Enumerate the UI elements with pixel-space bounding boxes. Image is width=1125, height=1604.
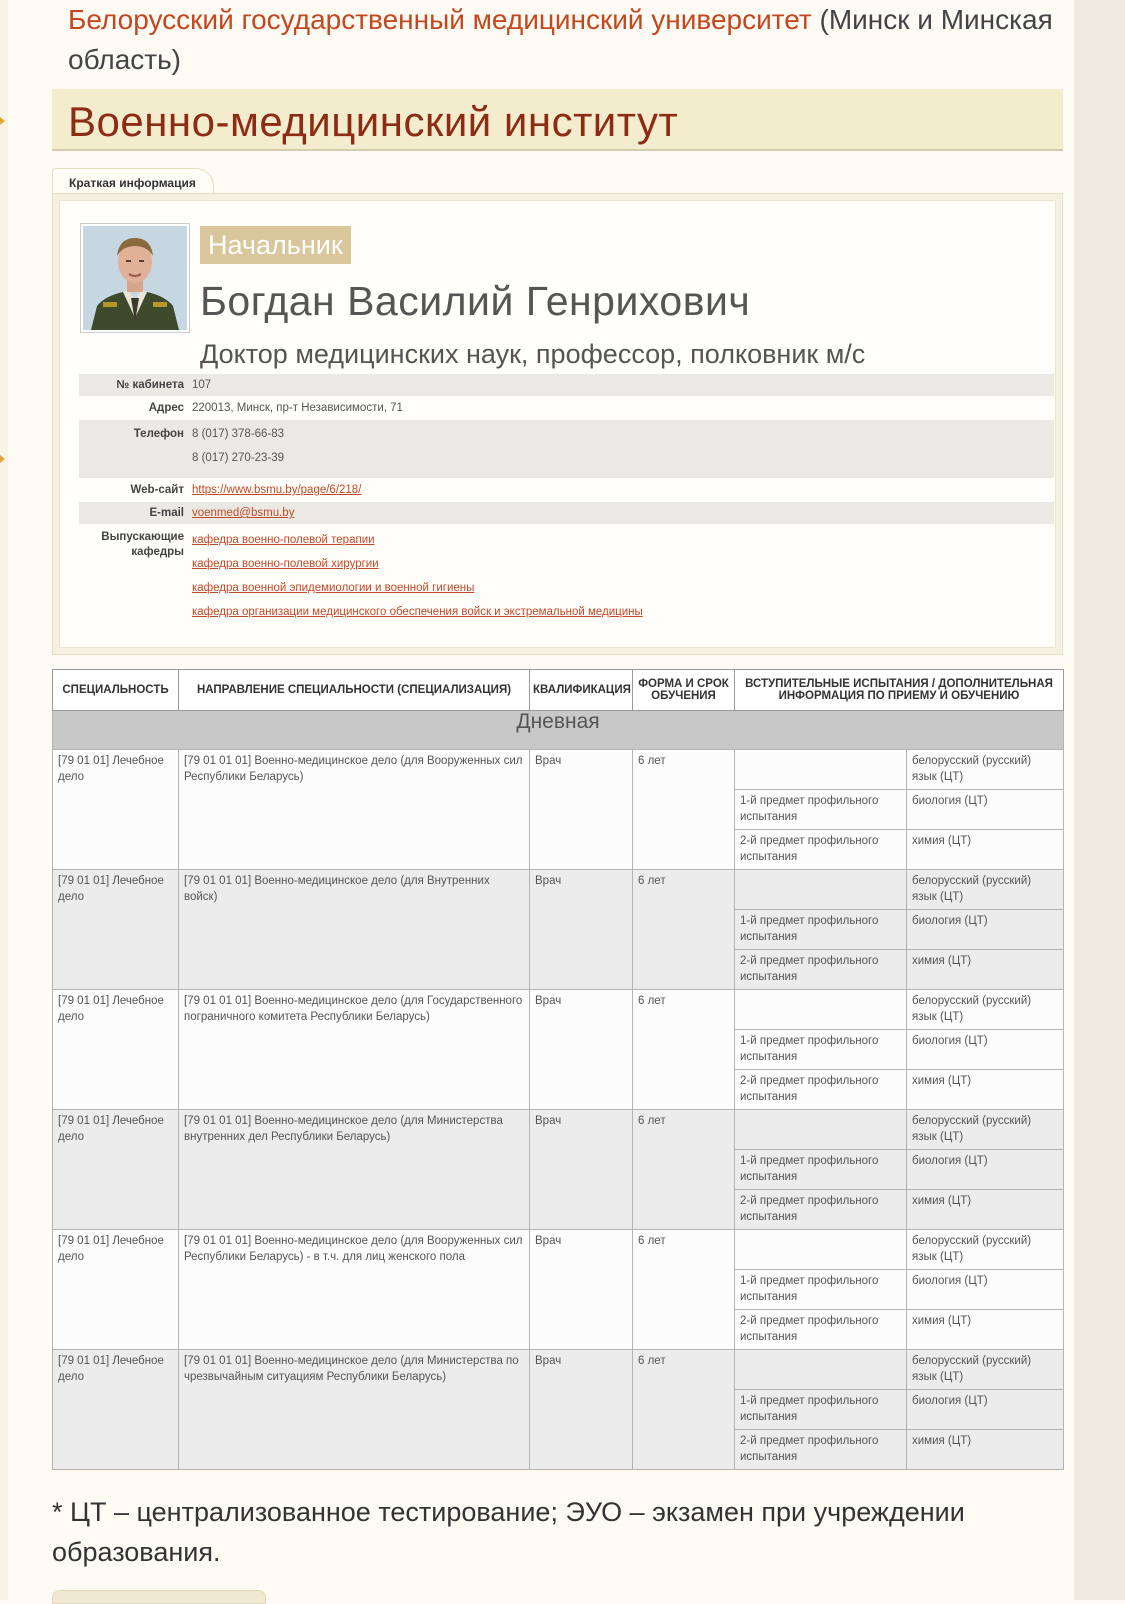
- info-panel: [52, 193, 1063, 655]
- cell-qualification: Врач: [530, 990, 633, 1110]
- cell-specialty: [79 01 01] Лечебное дело: [53, 1350, 179, 1470]
- cell-exam-value: химия (ЦТ): [907, 1430, 1064, 1470]
- cell-direction: [79 01 01 01] Военно-медицинское дело (для Министерства по чрезвычайным ситуациям Республики Беларусь): [179, 1350, 530, 1470]
- left-edge: [0, 0, 8, 1600]
- cell-exam-label: [735, 870, 907, 910]
- cell-exam-label: 2-й предмет профильного испытания: [735, 1310, 907, 1350]
- website-label: Web-сайт: [130, 484, 184, 496]
- departments-label: Выпускающие кафедры: [101, 531, 184, 558]
- address-row: [79, 396, 1054, 420]
- cell-exam-value: биология (ЦТ): [907, 790, 1064, 830]
- phone-1: 8 (017) 378-66-83: [192, 428, 285, 440]
- cell-exam-value: химия (ЦТ): [907, 830, 1064, 870]
- col-qualification: КВАЛИФИКАЦИЯ: [530, 670, 633, 711]
- room-value: 107: [192, 379, 212, 391]
- head-photo: [80, 223, 190, 333]
- department-link[interactable]: кафедра военно-полевой хирургии: [192, 558, 379, 570]
- cell-exam-label: [735, 1230, 907, 1270]
- person-portrait-icon: [83, 226, 187, 330]
- cell-term: 6 лет: [633, 990, 735, 1110]
- section-title: Дневная: [53, 711, 1064, 750]
- cell-exam-value: белорусский (русский) язык (ЦТ): [907, 990, 1064, 1030]
- cell-exam-label: 1-й предмет профильного испытания: [735, 1150, 907, 1190]
- person-name: Богдан Василий Генрихович: [200, 278, 751, 324]
- cell-exam-label: 1-й предмет профильного испытания: [735, 790, 907, 830]
- cell-exam-label: 2-й предмет профильного испытания: [735, 1430, 907, 1470]
- cell-specialty: [79 01 01] Лечебное дело: [53, 1230, 179, 1350]
- cell-direction: [79 01 01 01] Военно-медицинское дело (для Государственного пограничного комитета Республики Беларусь): [179, 990, 530, 1110]
- phone-label: Телефон: [133, 428, 184, 440]
- department-link[interactable]: кафедра военной эпидемиологии и военной гигиены: [192, 582, 475, 594]
- cell-term: 6 лет: [633, 870, 735, 990]
- role-badge: Начальник: [200, 226, 351, 264]
- table-row: [53, 1110, 1064, 1150]
- cell-exam-value: химия (ЦТ): [907, 950, 1064, 990]
- cell-term: 6 лет: [633, 1110, 735, 1230]
- cell-exam-label: 2-й предмет профильного испытания: [735, 830, 907, 870]
- cell-qualification: Врач: [530, 1110, 633, 1230]
- col-direction: НАПРАВЛЕНИЕ СПЕЦИАЛЬНОСТИ (СПЕЦИАЛИЗАЦИЯ): [179, 670, 530, 711]
- cell-direction: [79 01 01 01] Военно-медицинское дело (для Министерства внутренних дел Республики Беларусь): [179, 1110, 530, 1230]
- cell-term: 6 лет: [633, 1230, 735, 1350]
- cell-exam-value: белорусский (русский) язык (ЦТ): [907, 750, 1064, 790]
- phone-row: [79, 420, 1054, 478]
- cell-exam-value: биология (ЦТ): [907, 910, 1064, 950]
- institute-header: [52, 89, 1063, 151]
- left-arrow-marker: [0, 455, 6, 463]
- address-value: 220013, Минск, пр-т Независимости, 71: [192, 402, 403, 414]
- cell-specialty: [79 01 01] Лечебное дело: [53, 750, 179, 870]
- left-arrow-marker: [0, 117, 6, 125]
- cell-exam-label: [735, 990, 907, 1030]
- cell-exam-value: белорусский (русский) язык (ЦТ): [907, 1230, 1064, 1270]
- cell-specialty: [79 01 01] Лечебное дело: [53, 1110, 179, 1230]
- cell-exam-value: белорусский (русский) язык (ЦТ): [907, 1110, 1064, 1150]
- cell-direction: [79 01 01 01] Военно-медицинское дело (для Вооруженных сил Республики Беларусь): [179, 750, 530, 870]
- cell-qualification: Врач: [530, 1230, 633, 1350]
- cell-term: 6 лет: [633, 1350, 735, 1470]
- cell-exam-label: 1-й предмет профильного испытания: [735, 1390, 907, 1430]
- cell-exam-label: 1-й предмет профильного испытания: [735, 910, 907, 950]
- cell-exam-label: [735, 750, 907, 790]
- department-link[interactable]: кафедра военно-полевой терапии: [192, 534, 375, 546]
- cell-exam-value: химия (ЦТ): [907, 1310, 1064, 1350]
- departments-row: [79, 524, 1054, 624]
- cell-exam-label: 1-й предмет профильного испытания: [735, 1030, 907, 1070]
- cell-exam-label: 2-й предмет профильного испытания: [735, 1190, 907, 1230]
- cell-exam-value: белорусский (русский) язык (ЦТ): [907, 870, 1064, 910]
- email-row: [79, 502, 1054, 524]
- footnote: * ЦТ – централизованное тестирование; ЭУО – экзамен при учреждении образования.: [52, 1497, 965, 1567]
- cell-exam-value: белорусский (русский) язык (ЦТ): [907, 1350, 1064, 1390]
- table-header-row: [53, 670, 1064, 711]
- specialties-table: [52, 669, 1064, 1470]
- cell-direction: [79 01 01 01] Военно-медицинское дело (для Вооруженных сил Республики Беларусь) - в т.ч. для лиц женского пола: [179, 1230, 530, 1350]
- cell-specialty: [79 01 01] Лечебное дело: [53, 870, 179, 990]
- col-form: ФОРМА И СРОК ОБУЧЕНИЯ: [633, 670, 735, 711]
- website-row: [79, 478, 1054, 502]
- specialties-table-wrap: [52, 669, 1063, 1470]
- cell-qualification: Врач: [530, 870, 633, 990]
- cell-exam-value: биология (ЦТ): [907, 1030, 1064, 1070]
- cell-exam-label: 1-й предмет профильного испытания: [735, 1270, 907, 1310]
- email-link[interactable]: voenmed@bsmu.by: [192, 507, 295, 519]
- cell-exam-label: [735, 1110, 907, 1150]
- email-label: E-mail: [149, 507, 184, 519]
- cell-qualification: Врач: [530, 750, 633, 870]
- university-region: (Минск и Минская область): [68, 4, 1053, 75]
- table-row: [53, 990, 1064, 1030]
- cell-exam-value: биология (ЦТ): [907, 1270, 1064, 1310]
- cell-exam-label: 2-й предмет профильного испытания: [735, 1070, 907, 1110]
- university-link[interactable]: Белорусский государственный медицинский университет: [68, 4, 812, 35]
- cell-exam-value: химия (ЦТ): [907, 1190, 1064, 1230]
- table-row: [53, 750, 1064, 790]
- page-title: Военно-медицинский институт: [68, 98, 679, 145]
- cell-exam-value: биология (ЦТ): [907, 1390, 1064, 1430]
- phone-2: 8 (017) 270-23-39: [192, 452, 285, 464]
- cell-term: 6 лет: [633, 750, 735, 870]
- col-exams: ВСТУПИТЕЛЬНЫЕ ИСПЫТАНИЯ / ДОПОЛНИТЕЛЬНАЯ ИНФОРМАЦИЯ ПО ПРИЕМУ И ОБУЧЕНИЮ: [735, 670, 1064, 711]
- bottom-tab[interactable]: [52, 1590, 266, 1604]
- table-row: [53, 870, 1064, 910]
- website-link[interactable]: https://www.bsmu.by/page/6/218/: [192, 484, 362, 496]
- department-link[interactable]: кафедра организации медицинского обеспечения войск и экстремальной медицины: [192, 606, 643, 618]
- cell-exam-label: [735, 1350, 907, 1390]
- room-row: [79, 374, 1054, 396]
- tab-brief-info[interactable]: Краткая информация: [52, 168, 214, 196]
- room-label: № кабинета: [116, 379, 184, 391]
- cell-exam-value: химия (ЦТ): [907, 1070, 1064, 1110]
- cell-qualification: Врач: [530, 1350, 633, 1470]
- table-row: [53, 1230, 1064, 1270]
- address-label: Адрес: [148, 402, 184, 414]
- person-title: Доктор медицинских наук, профессор, полковник м/с: [200, 339, 866, 369]
- cell-direction: [79 01 01 01] Военно-медицинское дело (для Внутренних войск): [179, 870, 530, 990]
- university-heading: [68, 0, 1058, 80]
- cell-exam-label: 2-й предмет профильного испытания: [735, 950, 907, 990]
- contact-details: [79, 374, 1054, 624]
- section-row: [53, 711, 1064, 750]
- cell-exam-value: биология (ЦТ): [907, 1150, 1064, 1190]
- table-row: [53, 1350, 1064, 1390]
- col-specialty: СПЕЦИАЛЬНОСТЬ: [53, 670, 179, 711]
- cell-specialty: [79 01 01] Лечебное дело: [53, 990, 179, 1110]
- right-sidebar: [1074, 0, 1125, 1600]
